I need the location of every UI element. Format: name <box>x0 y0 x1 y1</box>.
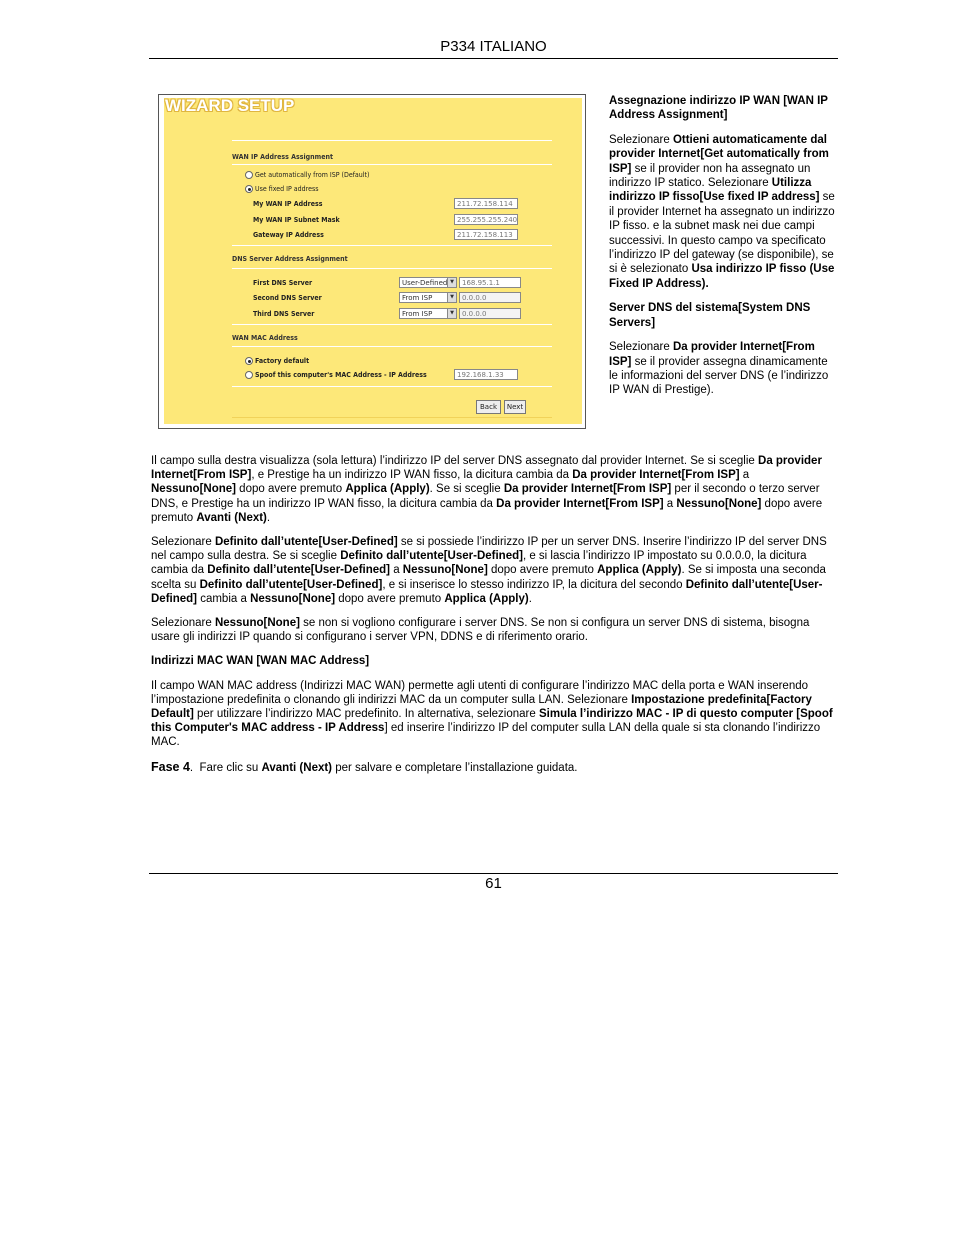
footer-divider <box>149 873 838 874</box>
text: , e si inserisce lo stesso indirizzo IP, la dicitura del secondo <box>382 578 686 591</box>
gateway-label: Gateway IP Address <box>253 231 324 239</box>
third-dns-label: Third DNS Server <box>253 310 315 318</box>
page-number: 61 <box>485 875 502 892</box>
text: , e si lascia l’indirizzo IP impostato su 0.0.0.0, la dicitura cambia da <box>151 550 807 577</box>
header-divider <box>149 58 838 59</box>
text: dopo avere premuto <box>235 483 346 496</box>
text-bold: Definito dall’utente[User-Defined] <box>214 536 398 549</box>
radio-factory-default-label: Factory default <box>255 357 310 365</box>
text-bold: Ottieni automaticamente dal provider Internet[Get automatically from ISP] <box>609 133 829 175</box>
text: per utilizzare l’indirizzo MAC predefinito. In alternativa, selezionare <box>193 708 539 721</box>
text-bold: Da provider Internet[From ISP] <box>496 497 664 510</box>
text: a <box>390 564 403 577</box>
heading-wan-mac <box>151 654 837 668</box>
first-dns-select-value: User-Defined <box>402 279 448 287</box>
paragraph-dns-readonly <box>151 454 837 525</box>
text: Selezionare <box>151 617 215 630</box>
text-bold: Da provider Internet[From ISP] <box>572 469 740 482</box>
wizard-panel <box>164 98 582 424</box>
text-bold: Applica (Apply) <box>345 483 430 496</box>
text-bold: Da provider Internet[From ISP] <box>151 455 822 482</box>
mac-section-title: WAN MAC Address <box>232 334 298 342</box>
wan-ip-section-title: WAN IP Address Assignment <box>232 153 333 161</box>
text-bold: Avanti (Next) <box>196 511 267 524</box>
third-dns-select[interactable] <box>399 308 457 319</box>
radio-spoof-mac[interactable] <box>245 371 253 379</box>
text: Fare clic su <box>193 761 262 774</box>
step-label: Fase 4 <box>151 759 190 774</box>
text: per il secondo o terzo server DNS, e Prestige ha un indirizzo IP WAN fisso, la dicitura cambia da <box>151 483 820 510</box>
radio-factory-default[interactable] <box>245 357 253 365</box>
text: . Se si sceglie <box>429 483 504 496</box>
text-bold: Impostazione predefinita[Factory Default] <box>151 693 812 721</box>
side-heading-dns-text: Server DNS del sistema[System DNS Servers] <box>609 302 811 329</box>
text-bold: Nessuno[None] <box>250 592 336 605</box>
text-bold: Definito dall’utente[User-Defined] <box>199 578 383 591</box>
radio-use-fixed-label: Use fixed IP address <box>255 185 319 193</box>
text-bold: Definito dall’utente[User-Defined] <box>340 550 523 563</box>
radio-get-auto[interactable] <box>245 171 253 179</box>
text: se si possiede l’indirizzo IP per un server DNS. Inserire l’indirizzo IP del server DNS nel campo sulla destra. Se si sceglie <box>151 536 827 563</box>
text: cambia a <box>197 592 251 605</box>
text: . <box>189 761 194 774</box>
next-button[interactable]: Next <box>504 400 526 414</box>
text: Il campo sulla destra visualizza (sola lettura) l’indirizzo IP del server DNS assegnato dal provider Internet. Se si sceglie <box>151 455 759 467</box>
paragraph-none <box>151 616 837 644</box>
divider <box>232 268 552 269</box>
text: , e Prestige ha un indirizzo IP WAN fisso, la dicitura cambia da <box>251 469 573 482</box>
divider <box>232 386 552 387</box>
text: a <box>663 497 677 510</box>
divider <box>232 346 552 347</box>
spoof-ip-input[interactable]: 192.168.1.33 <box>454 369 518 380</box>
text-bold: Da provider Internet[From ISP] <box>503 483 672 496</box>
first-dns-select[interactable] <box>399 277 457 288</box>
gateway-input[interactable]: 211.72.158.113 <box>454 229 518 240</box>
second-dns-input[interactable]: 0.0.0.0 <box>459 292 521 303</box>
page-header-title: P334 ITALIANO <box>440 38 547 55</box>
paragraph-user-defined <box>151 535 837 606</box>
side-column <box>609 94 839 408</box>
side-heading-wan-ip <box>609 94 839 123</box>
text: dopo avere premuto <box>335 592 445 605</box>
side-paragraph-dns <box>609 340 839 398</box>
my-wan-ip-input[interactable]: 211.72.158.114 <box>454 198 518 209</box>
heading-wan-mac-text: Indirizzi MAC WAN [WAN MAC Address] <box>151 655 370 668</box>
text: se il provider non ha assegnato un indirizzo IP statico. Selezionare <box>609 162 811 190</box>
text-bold: Applica (Apply) <box>597 564 682 577</box>
dns-section-title: DNS Server Address Assignment <box>232 255 348 263</box>
text-bold: Nessuno[None] <box>402 564 488 577</box>
side-heading-wan-ip-text: Assegnazione indirizzo IP WAN [WAN IP Address Assignment] <box>609 95 828 122</box>
divider <box>232 140 552 141</box>
body-text <box>151 454 837 785</box>
text: ] ed inserire l’indirizzo IP del computer sulla LAN della quale si sta clonando l’indirizzo MAC. <box>151 722 821 749</box>
text: Selezionare <box>609 133 673 146</box>
text: . <box>266 511 271 524</box>
subnet-mask-label: My WAN IP Subnet Mask <box>253 216 340 224</box>
divider <box>232 324 552 325</box>
text: se non si vogliono configurare i server DNS. Se non si configura un server DNS di sistema, bisogna usare gli indirizzi IP quando si configurano i server VPN, DDNS e di riferimento orario. <box>151 617 810 644</box>
second-dns-select[interactable] <box>399 292 457 303</box>
text: se il provider assegna dinamicamente le informazioni del server DNS (e l’indirizzo IP WAN di Prestige). <box>609 355 829 397</box>
back-button[interactable]: Back <box>476 400 501 414</box>
first-dns-label: First DNS Server <box>253 279 313 287</box>
text: per salvare e completare l’installazione guidata. <box>332 761 578 774</box>
side-paragraph-wan-ip <box>609 133 839 291</box>
subnet-mask-input[interactable]: 255.255.255.240 <box>454 214 518 225</box>
divider <box>232 245 552 246</box>
text-bold: Definito dall’utente[User-Defined] <box>151 578 823 605</box>
wizard-title: WIZARD SETUP <box>165 98 295 115</box>
divider <box>232 417 552 418</box>
text: a <box>739 469 750 482</box>
chevron-down-icon: ▼ <box>447 278 456 287</box>
text-bold: Usa indirizzo IP fisso (Use Fixed IP Address). <box>609 263 835 290</box>
text-bold: Applica (Apply) <box>444 592 529 605</box>
third-dns-select-value: From ISP <box>402 310 433 318</box>
third-dns-input[interactable]: 0.0.0.0 <box>459 308 521 319</box>
side-heading-dns <box>609 301 839 330</box>
wizard-form <box>232 138 552 420</box>
chevron-down-icon: ▼ <box>447 309 456 318</box>
text-bold: Definito dall’utente[User-Defined] <box>207 564 390 577</box>
text: Selezionare <box>151 536 215 549</box>
second-dns-select-value: From ISP <box>402 294 433 302</box>
text-bold: Avanti (Next) <box>261 761 333 774</box>
text-bold: Nessuno[None] <box>151 483 236 496</box>
first-dns-input[interactable]: 168.95.1.1 <box>459 277 521 288</box>
radio-spoof-mac-label: Spoof this computer's MAC Address - IP Address <box>255 371 427 379</box>
text: Selezionare <box>609 341 673 354</box>
divider <box>232 164 552 165</box>
text-bold: Da provider Internet[From ISP] <box>609 341 815 368</box>
text: . <box>528 592 532 605</box>
chevron-down-icon: ▼ <box>447 293 456 302</box>
wizard-screenshot <box>158 94 586 429</box>
radio-get-auto-label: Get automatically from ISP (Default) <box>255 171 370 179</box>
text: . Se si imposta una seconda scelta su <box>151 564 826 591</box>
text-bold: Nessuno[None] <box>676 497 762 510</box>
text: dopo avere premuto <box>487 564 598 577</box>
text-bold: Simula l’indirizzo MAC - IP di questo computer [Spoof this Computer's MAC address - IP Address <box>151 708 833 735</box>
radio-use-fixed[interactable] <box>245 185 253 193</box>
text-bold: Nessuno[None] <box>214 617 300 630</box>
step-4 <box>151 760 837 775</box>
text: se il provider Internet ha assegnato un indirizzo IP fisso. e la subnet mask nei due campi successivi. In questo campo va specificato l’indirizzo IP del gateway (se disponibile), se si è selezionato <box>609 191 835 276</box>
paragraph-wan-mac <box>151 679 837 750</box>
text: dopo avere premuto <box>151 497 823 524</box>
text-bold: Utilizza indirizzo IP fisso[Use fixed IP address] <box>609 177 820 204</box>
my-wan-ip-label: My WAN IP Address <box>253 200 323 208</box>
second-dns-label: Second DNS Server <box>253 294 322 302</box>
text: Il campo WAN MAC address (Indirizzi MAC WAN) permette agli utenti di configurare l’indirizzo MAC della porta e WAN inserendo l’impostazione predefinita o clonando gli indirizzi MAC da un computer sulla LAN. Selezionare <box>151 679 809 706</box>
